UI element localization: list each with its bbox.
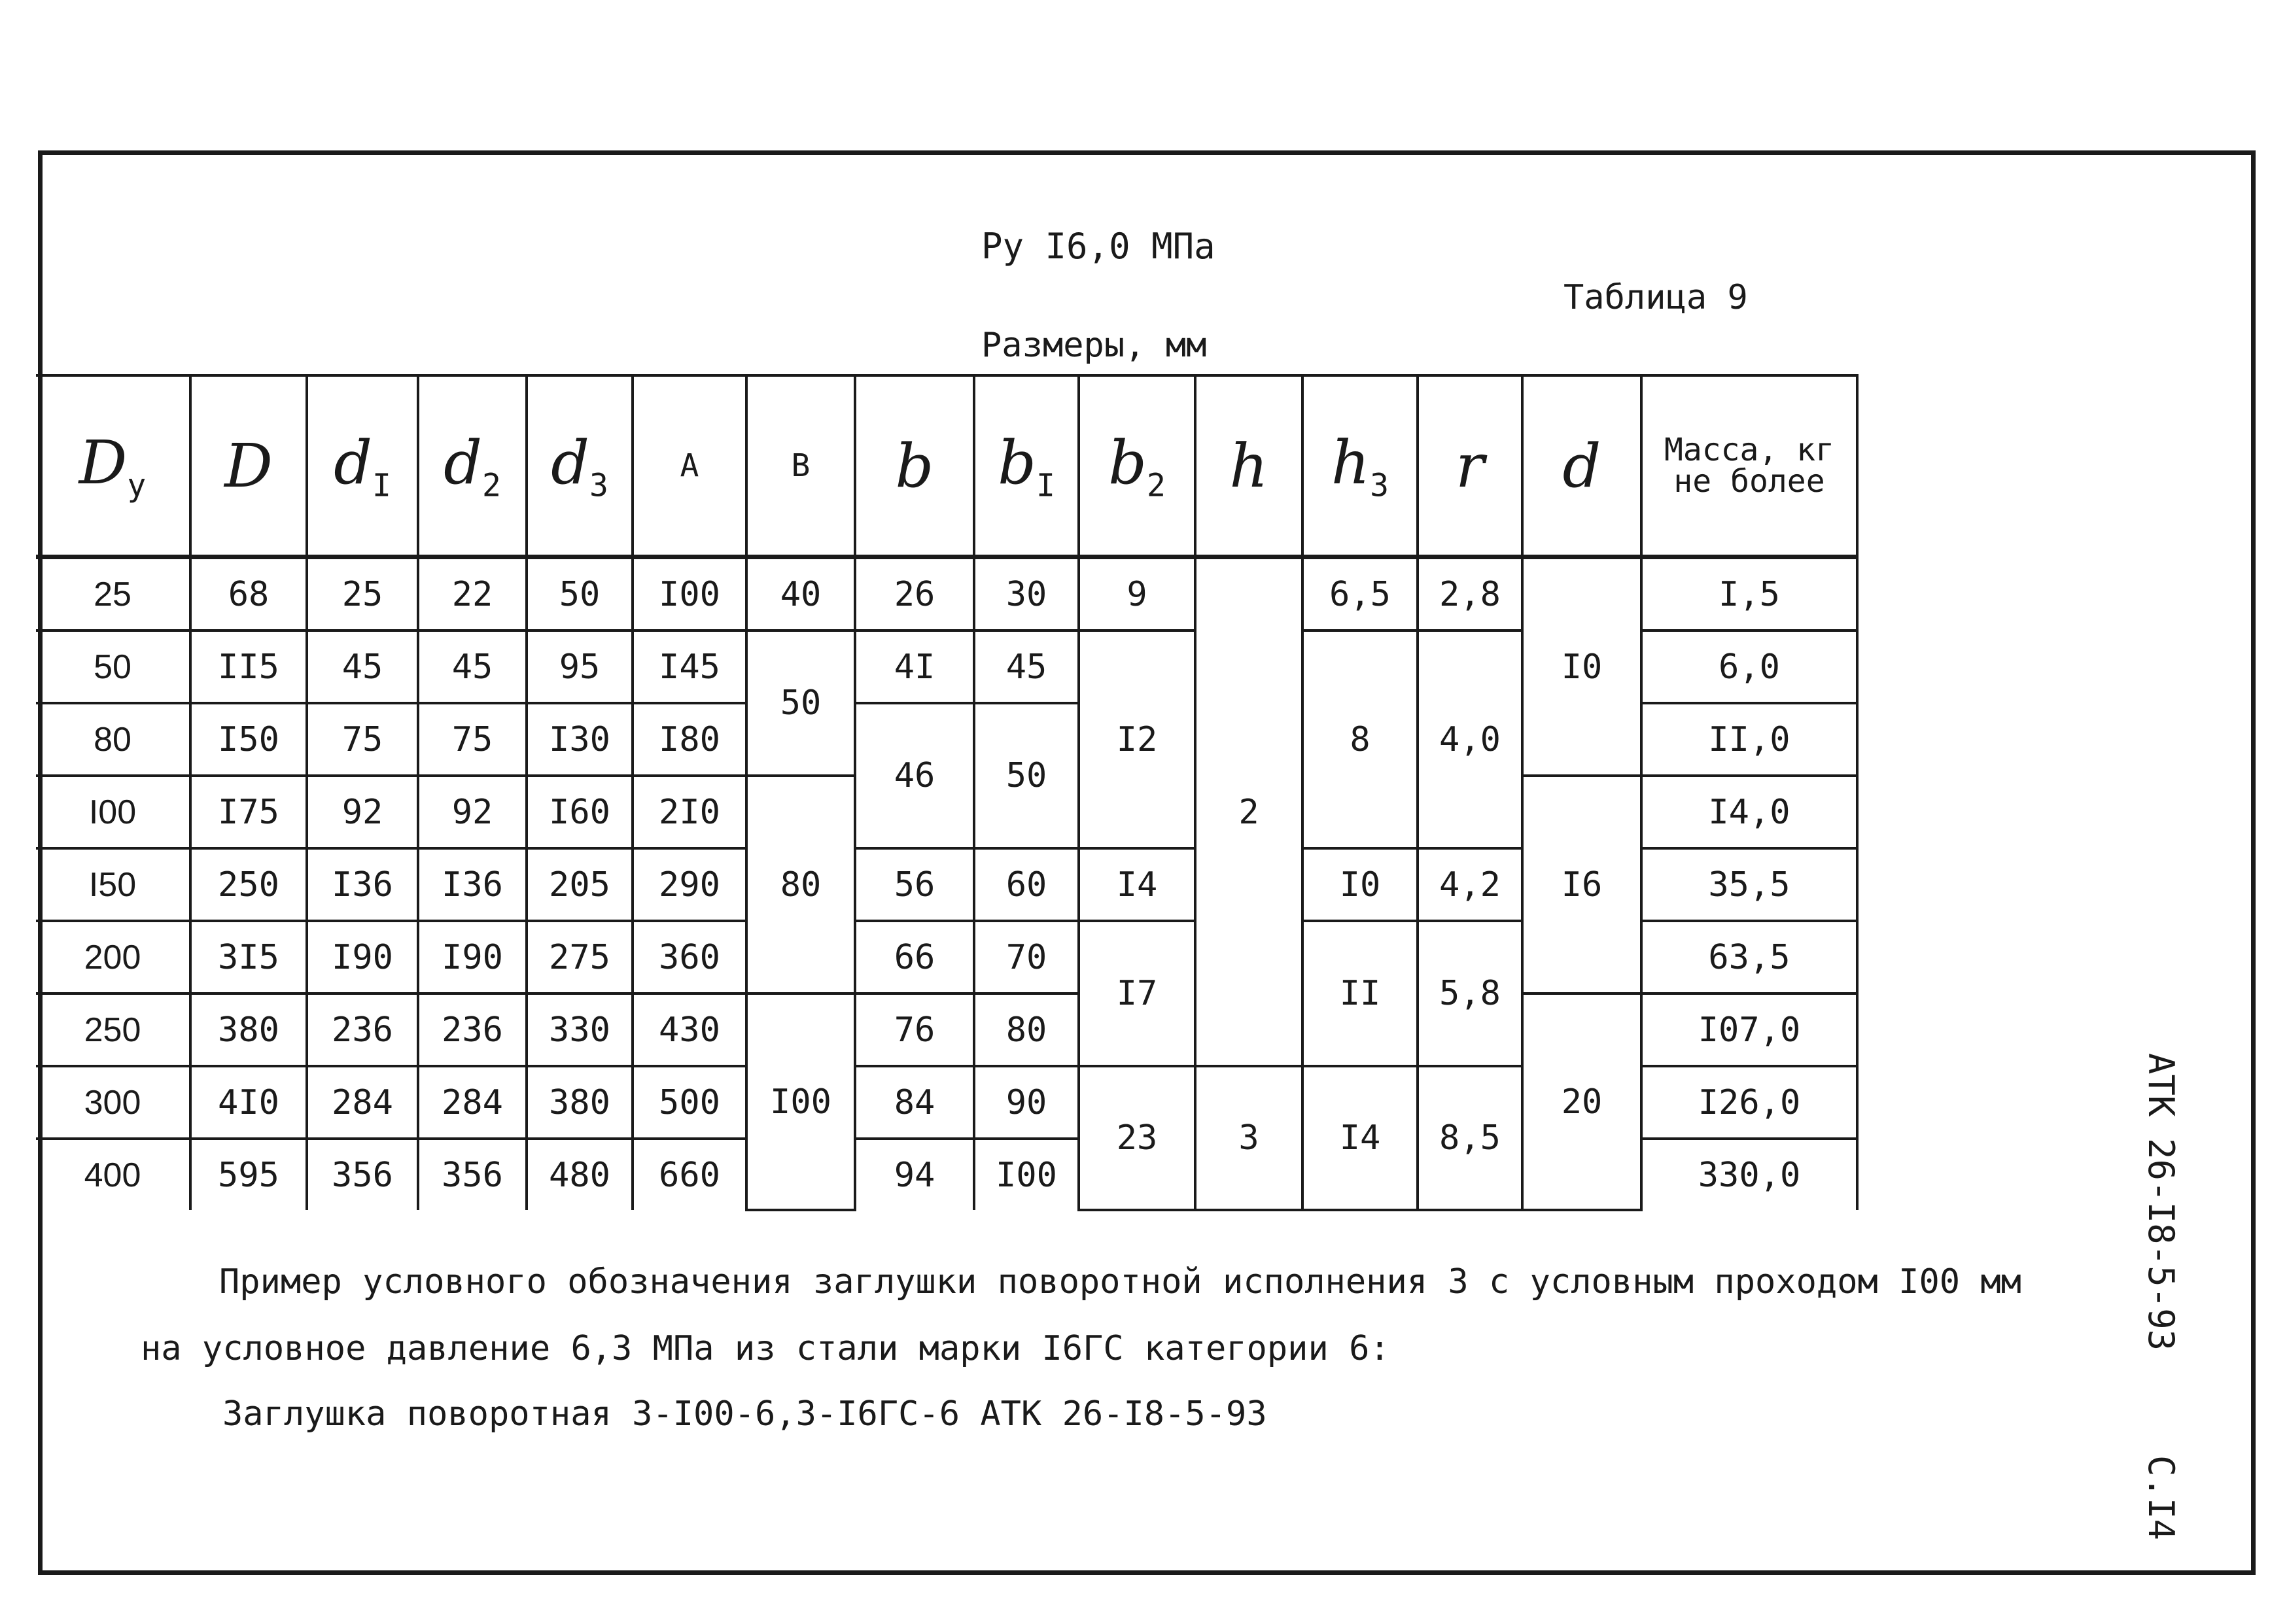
table-row [36,993,1857,1066]
cell-b-capital: I00 [746,993,855,1210]
cell-mass: I4,0 [1641,776,1857,848]
cell-b: 66 [855,921,974,993]
cell-d-bolt: I6 [1522,776,1641,993]
cell-d-outer: I50 [190,703,307,776]
header-dy: $D_у$ [36,375,190,557]
example-text-line-1: Пример условного обозначения заглушки поворотной исполнения 3 с условным проходом I00 мм [219,1262,2021,1302]
cell-a: 660 [633,1139,746,1210]
cell-mass: 6,0 [1641,631,1857,703]
header-a: А [633,375,746,557]
header-b2: $b_2$ [1079,375,1195,557]
cell-b2: 23 [1079,1066,1195,1210]
cell-mass: 63,5 [1641,921,1857,993]
cell-dy: I50 [36,848,190,921]
cell-d3: I30 [527,703,633,776]
cell-h3: 6,5 [1302,557,1418,631]
cell-b: 46 [855,703,974,848]
cell-b-capital: 80 [746,776,855,993]
cell-d-outer: II5 [190,631,307,703]
cell-d3: 275 [527,921,633,993]
cell-d1: 25 [307,557,418,631]
header-h: h [1195,375,1302,557]
header-d3: $d_3$ [527,375,633,557]
cell-b: 94 [855,1139,974,1210]
cell-b: 76 [855,993,974,1066]
cell-dy: 80 [36,703,190,776]
cell-d3: 380 [527,1066,633,1139]
cell-d2: 22 [418,557,527,631]
cell-r: 2,8 [1418,557,1522,631]
cell-b: 56 [855,848,974,921]
cell-a: 360 [633,921,746,993]
table-row [36,557,1857,631]
cell-d2: 284 [418,1066,527,1139]
cell-r: 4,0 [1418,631,1522,848]
header-mass: Масса, кг не более [1641,375,1857,557]
cell-d2: 92 [418,776,527,848]
dimensions-table [36,374,1859,1211]
cell-mass: 330,0 [1641,1139,1857,1210]
table-title: Ру I6,0 МПа [981,226,1215,267]
cell-mass: I07,0 [1641,993,1857,1066]
cell-d2: 45 [418,631,527,703]
cell-d1: 236 [307,993,418,1066]
cell-h3: 8 [1302,631,1418,848]
cell-b1: 45 [974,631,1079,703]
header-h3: $h_3$ [1302,375,1418,557]
cell-d-outer: 380 [190,993,307,1066]
cell-r: 5,8 [1418,921,1522,1066]
cell-r: 8,5 [1418,1066,1522,1210]
margin-page-number: С.I4 [2140,1455,2182,1541]
cell-d-outer: 4I0 [190,1066,307,1139]
cell-d2: I36 [418,848,527,921]
cell-d1: 284 [307,1066,418,1139]
cell-b2: I4 [1079,848,1195,921]
cell-a: I80 [633,703,746,776]
cell-mass: I,5 [1641,557,1857,631]
cell-b-capital: 50 [746,631,855,776]
cell-d-outer: I75 [190,776,307,848]
margin-doc-code: АТК 26-I8-5-93 [2140,1053,2182,1351]
cell-d3: I60 [527,776,633,848]
cell-dy: 250 [36,993,190,1066]
cell-d-bolt: I0 [1522,557,1641,776]
cell-h: 2 [1195,557,1302,1067]
cell-d3: 205 [527,848,633,921]
cell-b1: I00 [974,1139,1079,1210]
cell-b1: 50 [974,703,1079,848]
cell-a: 290 [633,848,746,921]
designation-example: Заглушка поворотная 3-I00-6,3-I6ГС-6 АТК 26-I8-5-93 [222,1394,1267,1434]
example-text-line-2: на условное давление 6,3 МПа из стали марки I6ГС категории 6: [141,1329,1390,1368]
cell-d2: I90 [418,921,527,993]
cell-b: 4I [855,631,974,703]
header-d2: $d_2$ [418,375,527,557]
cell-b2: I7 [1079,921,1195,1066]
cell-d2: 236 [418,993,527,1066]
cell-h3: II [1302,921,1418,1066]
cell-d-outer: 595 [190,1139,307,1210]
cell-a: I00 [633,557,746,631]
cell-d3: 95 [527,631,633,703]
cell-dy: 25 [36,557,190,631]
table-number: Таблица 9 [1563,278,1748,317]
cell-dy: 50 [36,631,190,703]
cell-d1: 92 [307,776,418,848]
cell-b1: 90 [974,1066,1079,1139]
cell-dy: 200 [36,921,190,993]
cell-d3: 330 [527,993,633,1066]
cell-b2: 9 [1079,557,1195,631]
cell-b1: 70 [974,921,1079,993]
cell-a: I45 [633,631,746,703]
cell-d-outer: 68 [190,557,307,631]
cell-dy: 400 [36,1139,190,1210]
cell-d1: 45 [307,631,418,703]
cell-a: 430 [633,993,746,1066]
cell-a: 500 [633,1066,746,1139]
cell-d1: 75 [307,703,418,776]
cell-d1: 356 [307,1139,418,1210]
header-r: r [1418,375,1522,557]
cell-d3: 480 [527,1139,633,1210]
cell-b1: 80 [974,993,1079,1066]
cell-b1: 30 [974,557,1079,631]
cell-h3: I0 [1302,848,1418,921]
cell-h3: I4 [1302,1066,1418,1210]
cell-b: 84 [855,1066,974,1139]
cell-dy: 300 [36,1066,190,1139]
cell-b: 26 [855,557,974,631]
cell-d-outer: 250 [190,848,307,921]
units-caption: Размеры, мм [981,326,1207,365]
header-b1: $b_I$ [974,375,1079,557]
cell-mass: II,0 [1641,703,1857,776]
header-row [36,375,1857,557]
cell-d1: I90 [307,921,418,993]
cell-h: 3 [1195,1066,1302,1210]
header-d1: $d_I$ [307,375,418,557]
cell-mass: 35,5 [1641,848,1857,921]
cell-dy: I00 [36,776,190,848]
cell-d-bolt: 20 [1522,993,1641,1210]
cell-r: 4,2 [1418,848,1522,921]
cell-d-outer: 3I5 [190,921,307,993]
cell-b-capital: 40 [746,557,855,631]
cell-d3: 50 [527,557,633,631]
cell-mass: I26,0 [1641,1066,1857,1139]
cell-b2: I2 [1079,631,1195,848]
header-b-capital: В [746,375,855,557]
header-d-outer: D [190,375,307,557]
cell-a: 2I0 [633,776,746,848]
cell-d1: I36 [307,848,418,921]
cell-d2: 356 [418,1139,527,1210]
cell-d2: 75 [418,703,527,776]
header-b: b [855,375,974,557]
header-d-bolt: d [1522,375,1641,557]
cell-b1: 60 [974,848,1079,921]
